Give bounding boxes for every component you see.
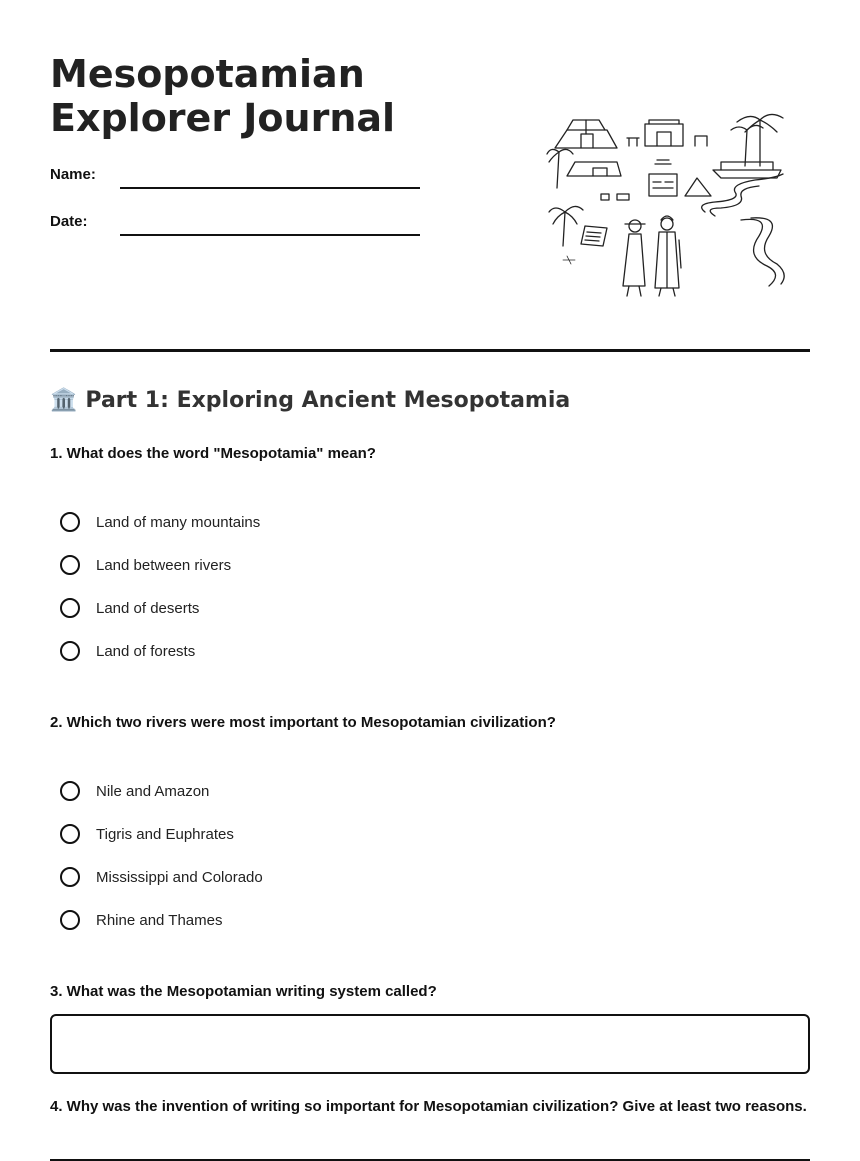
option-label: Mississippi and Colorado — [96, 868, 263, 886]
radio-button[interactable] — [60, 781, 80, 801]
section-title-text: Part 1: Exploring Ancient Mesopotamia — [85, 388, 571, 413]
answer-input-q3[interactable] — [50, 1014, 810, 1074]
question-2: 2. Which two rivers were most important to Mesopotamian civilization? — [50, 714, 556, 731]
date-label: Date: — [50, 213, 88, 230]
radio-button[interactable] — [60, 512, 80, 532]
option-q2-c[interactable] — [60, 864, 263, 890]
building-icon: 🏛️ — [50, 388, 78, 413]
option-q1-a[interactable] — [60, 509, 260, 535]
radio-button[interactable] — [60, 824, 80, 844]
option-label: Rhine and Thames — [96, 911, 223, 929]
option-label: Land between rivers — [96, 556, 232, 574]
option-q2-b[interactable] — [60, 821, 234, 847]
name-field[interactable] — [120, 187, 420, 189]
river-icon — [702, 174, 785, 286]
mesopotamia-illustration — [545, 108, 790, 300]
radio-button[interactable] — [60, 555, 80, 575]
option-label: Land of many mountains — [96, 513, 261, 531]
option-q1-d[interactable] — [60, 638, 195, 664]
option-q2-d[interactable] — [60, 907, 222, 933]
page-title: Mesopotamian Explorer Journal — [50, 52, 396, 140]
ziggurat-icon — [555, 120, 617, 148]
option-q2-a[interactable] — [60, 778, 209, 804]
option-q1-b[interactable] — [60, 552, 231, 578]
radio-button[interactable] — [60, 641, 80, 661]
date-field[interactable] — [120, 234, 420, 236]
radio-button[interactable] — [60, 910, 80, 930]
explorer-figures-icon — [623, 216, 681, 296]
section-title — [50, 388, 570, 413]
option-label: Land of forests — [96, 642, 196, 660]
radio-button[interactable] — [60, 867, 80, 887]
option-label: Nile and Amazon — [96, 782, 210, 800]
radio-button[interactable] — [60, 598, 80, 618]
question-4: 4. Why was the invention of writing so important for Mesopotamian civilization? Give at least two reasons. — [50, 1098, 807, 1115]
option-label: Land of deserts — [96, 599, 200, 617]
option-label: Tigris and Euphrates — [96, 825, 234, 843]
option-q1-c[interactable] — [60, 595, 199, 621]
section-divider — [50, 349, 810, 352]
name-label: Name: — [50, 166, 96, 183]
question-1: 1. What does the word "Mesopotamia" mean? — [50, 445, 376, 462]
question-3: 3. What was the Mesopotamian writing system called? — [50, 983, 437, 1000]
